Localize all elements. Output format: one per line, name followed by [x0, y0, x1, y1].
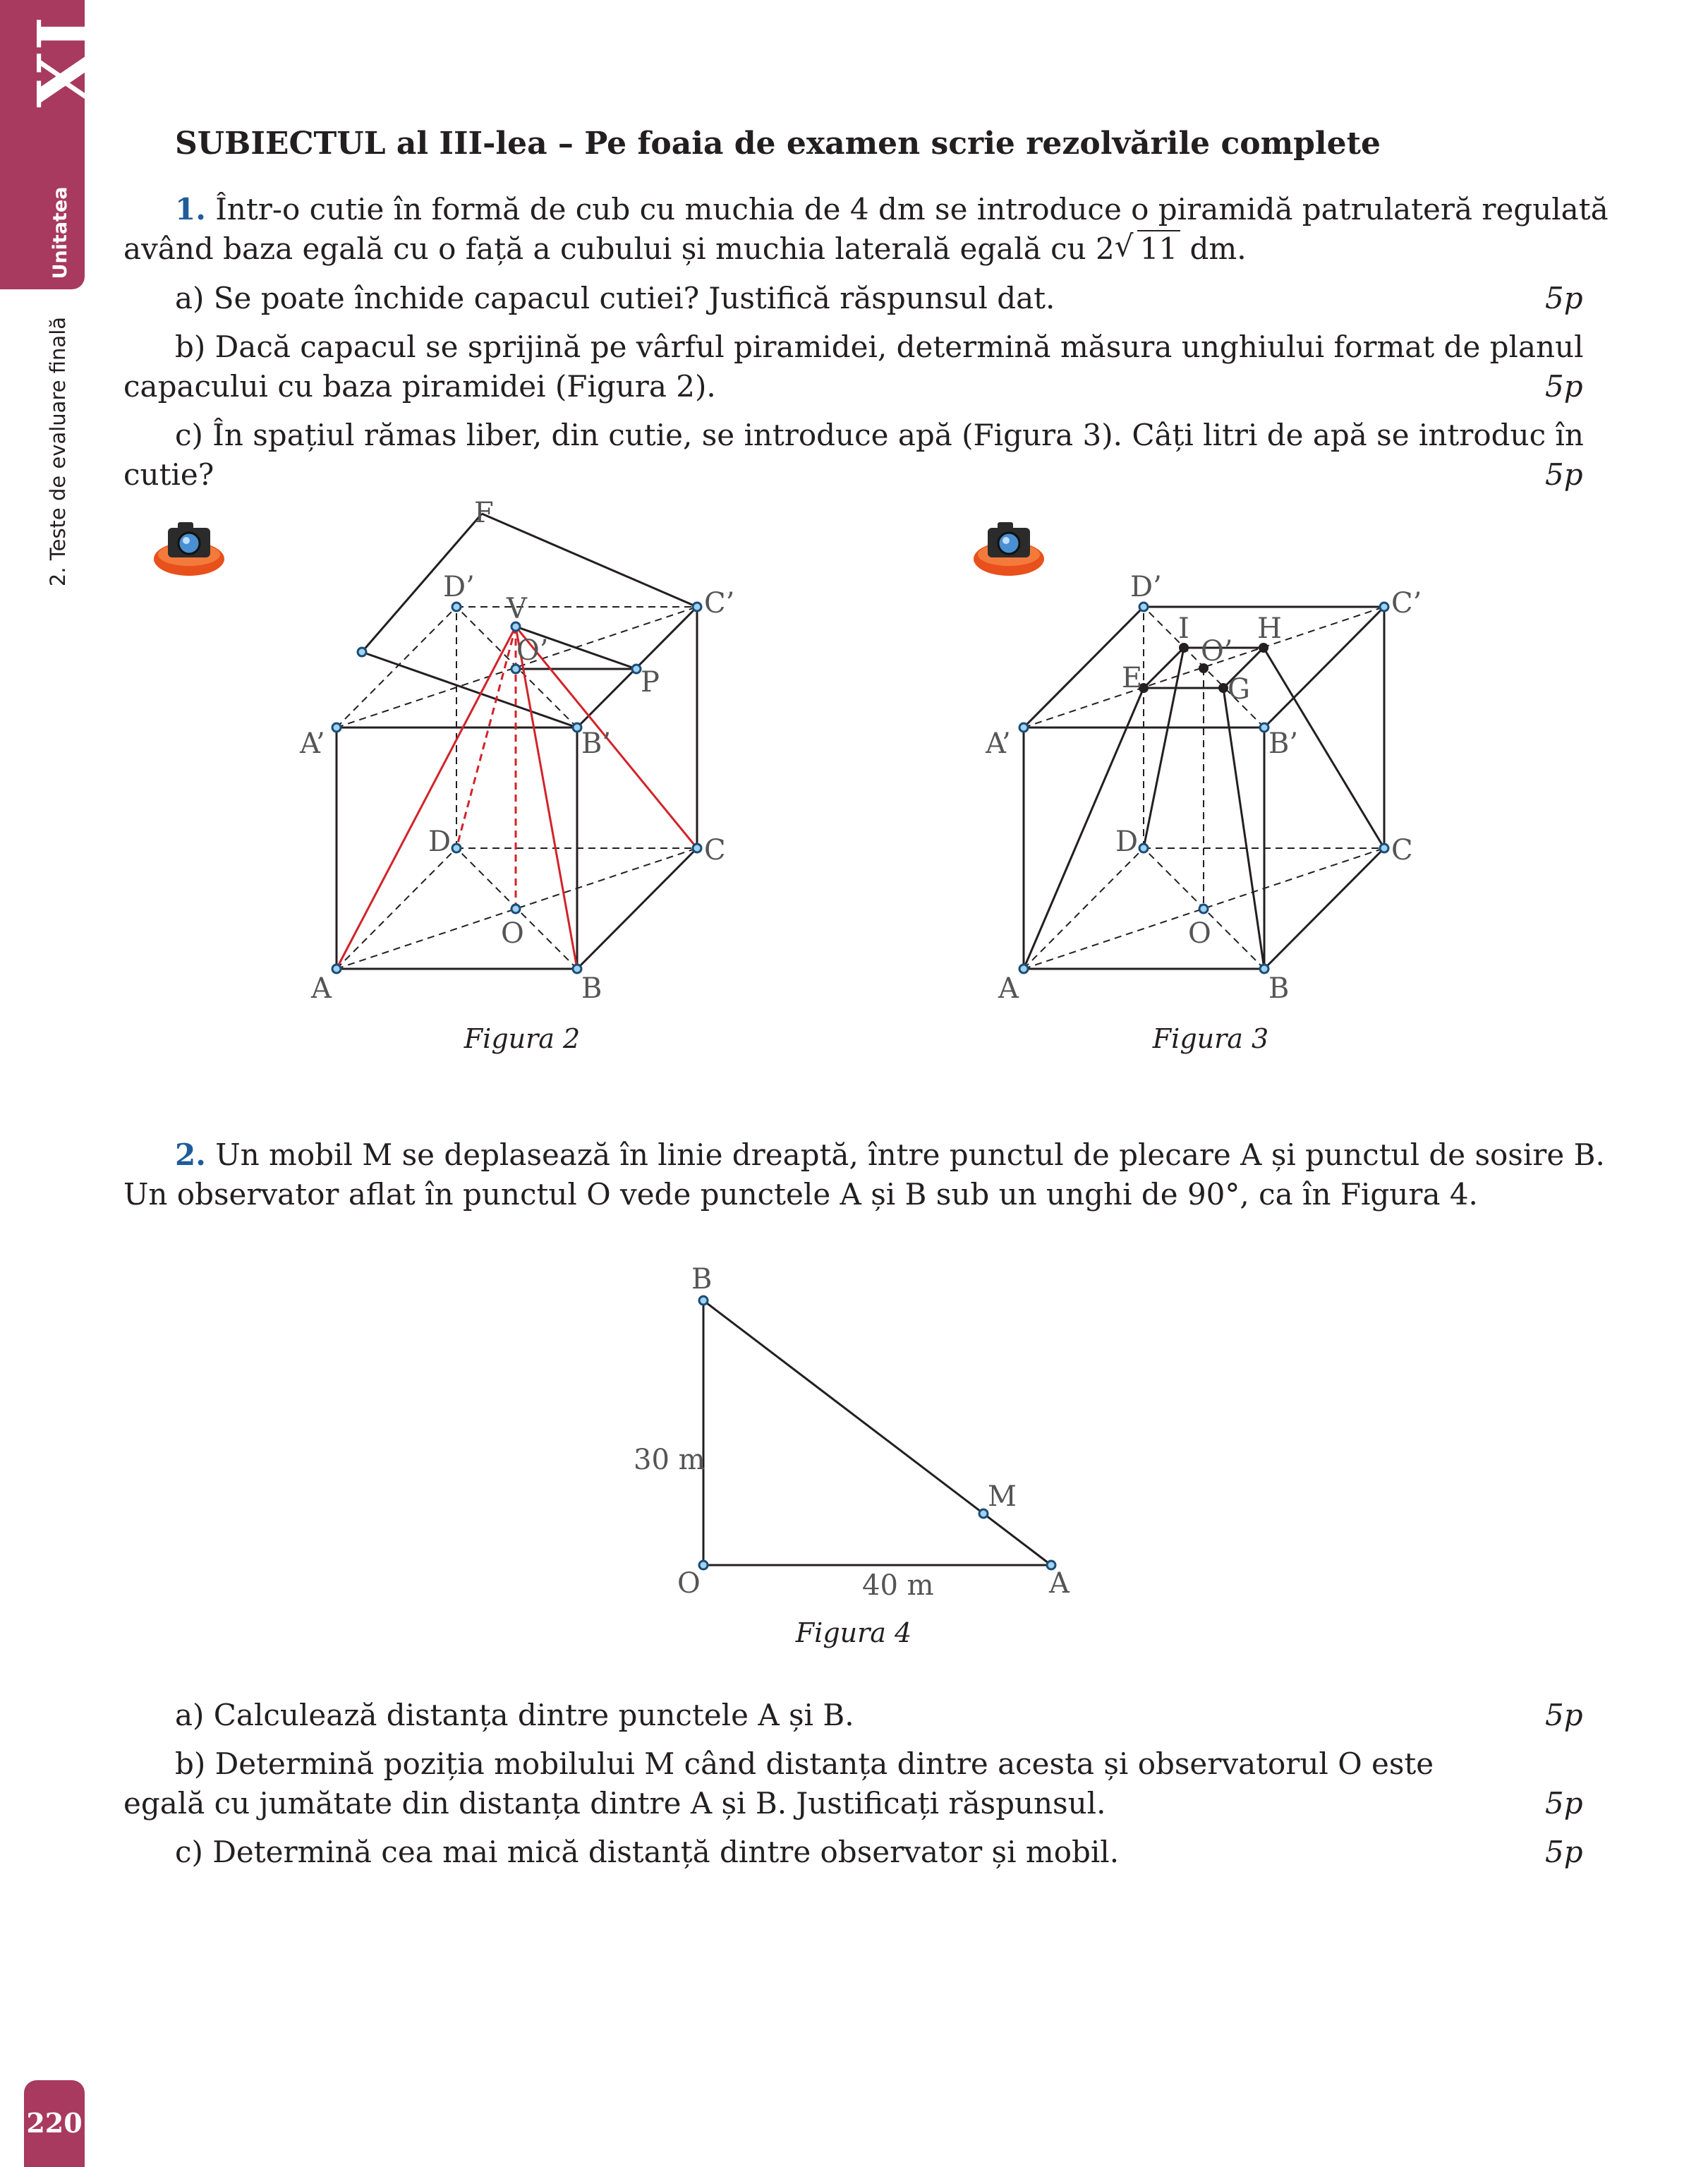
svg-text:A: A — [1049, 1567, 1070, 1600]
svg-text:A: A — [998, 972, 1019, 1005]
svg-text:30 m: 30 m — [634, 1444, 705, 1476]
svg-text:B’: B’ — [581, 728, 612, 760]
svg-text:I: I — [1178, 612, 1189, 645]
svg-text:E: E — [1122, 662, 1143, 694]
problem1-question-c-line2: cutie? — [123, 457, 214, 492]
figure-4 — [621, 1249, 1115, 1616]
problem1-number: 1. — [175, 192, 206, 227]
svg-text:A’: A’ — [986, 728, 1011, 760]
problem2-question-a: a) Calculează distanța dintre punctele A și B. — [175, 1698, 854, 1732]
problem1-question-c-line1: c) În spațiul rămas liber, din cutie, se introduce apă (Figura 3). Câți litri de apă se introduc în — [175, 418, 1584, 452]
figure-4-caption: Figura 4 — [795, 1617, 912, 1648]
svg-text:F: F — [474, 497, 494, 529]
svg-text:40 m: 40 m — [862, 1569, 934, 1602]
svg-text:C’: C’ — [704, 587, 735, 620]
svg-text:B: B — [581, 972, 602, 1005]
sqrt-symbol: √ 11 — [1115, 229, 1180, 269]
camera-icon[interactable] — [974, 522, 1044, 576]
svg-text:D’: D’ — [443, 571, 475, 603]
problem2-question-b-line1: b) Determină poziția mobilului M când distanța dintre acesta și observatorul O este — [175, 1746, 1434, 1781]
points-2c: 5p — [1545, 1835, 1583, 1869]
points-2b: 5p — [1545, 1786, 1583, 1821]
svg-text:C: C — [1391, 834, 1413, 867]
section-heading: SUBIECTUL al III-lea – Pe foaia de examen scrie rezolvările complete — [175, 126, 1381, 162]
svg-text:O’: O’ — [1201, 635, 1233, 668]
svg-text:A: A — [311, 972, 332, 1005]
svg-text:D’: D’ — [1130, 571, 1162, 603]
problem1-question-a: a) Se poate închide capacul cutiei? Justifică răspunsul dat. — [175, 281, 1055, 315]
page-number: 220 — [24, 2080, 85, 2167]
problem2-number: 2. — [175, 1137, 206, 1172]
figure-3 — [952, 487, 1517, 1023]
svg-text:P: P — [641, 666, 660, 699]
figure-3-caption: Figura 3 — [1152, 1023, 1269, 1054]
points-1b: 5p — [1545, 369, 1583, 404]
svg-text:O: O — [1188, 917, 1211, 950]
camera-icon[interactable] — [154, 522, 224, 576]
problem2-line1 — [123, 1135, 1605, 1175]
svg-text:O: O — [677, 1567, 701, 1600]
svg-text:G: G — [1228, 673, 1250, 706]
points-1a: 5p — [1545, 281, 1583, 315]
svg-text:D: D — [1115, 826, 1139, 858]
svg-text:B: B — [691, 1263, 713, 1296]
figure-2-caption: Figura 2 — [464, 1023, 581, 1054]
problem2-question-b-line2: egală cu jumătate din distanța dintre A și B. Justificați răspunsul. — [123, 1786, 1106, 1821]
svg-text:O: O — [501, 917, 524, 950]
problem1-intro-line2: având baza egală cu o față a cubului și muchia laterală egală cu 2 √ 11 dm. — [123, 229, 1247, 269]
points-1c: 5p — [1545, 457, 1583, 492]
problem2-line2: Un observator aflat în punctul O vede punctele A și B sub un unghi de 90°, ca în Figura 4. — [123, 1177, 1478, 1212]
svg-text:D: D — [428, 826, 452, 858]
problem1-question-b-line2: capacului cu baza piramidei (Figura 2). — [123, 369, 716, 404]
problem2-line1-text: Un mobil M se deplasează în linie dreaptă, între punctul de plecare A și punctul de sosire B. — [215, 1137, 1605, 1172]
svg-text:C: C — [704, 834, 726, 867]
svg-text:B: B — [1268, 972, 1290, 1005]
svg-text:A’: A’ — [300, 728, 325, 760]
svg-text:O’: O’ — [516, 634, 549, 667]
figure-2 — [141, 487, 776, 1023]
points-2a: 5p — [1545, 1698, 1583, 1732]
problem1-intro-line1 — [123, 190, 1609, 229]
svg-text:B’: B’ — [1268, 728, 1299, 760]
svg-text:V: V — [507, 593, 527, 625]
svg-text:M: M — [988, 1480, 1017, 1513]
svg-text:H: H — [1257, 612, 1282, 645]
svg-text:C’: C’ — [1391, 587, 1422, 620]
problem1-intro-text: Într-o cutie în formă de cub cu muchia de 4 dm se introduce o piramidă patrulateră regulată — [215, 192, 1609, 227]
problem1-question-b-line1: b) Dacă capacul se sprijină pe vârful piramidei, determină măsura unghiului format de planul — [175, 330, 1584, 364]
problem2-question-c: c) Determină cea mai mică distanță dintre observator și mobil. — [175, 1835, 1120, 1869]
